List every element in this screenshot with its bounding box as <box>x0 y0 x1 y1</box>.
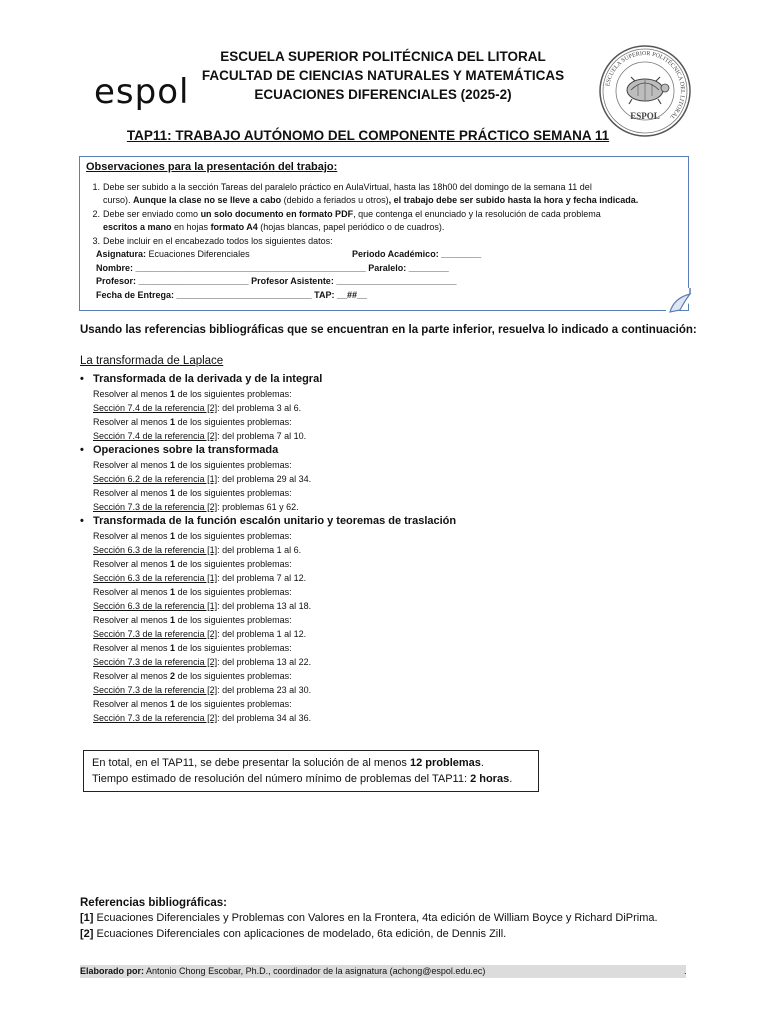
reference-section: Sección 6.2 de la referencia [1] <box>93 474 218 484</box>
text: : del problema 1 al 6. <box>217 545 302 555</box>
reference-section: Sección 7.4 de la referencia [2] <box>93 431 218 441</box>
label: Asignatura: <box>96 249 147 259</box>
bold-text: escritos a mano <box>103 222 172 232</box>
problem-reference <box>80 500 700 514</box>
topic-entries <box>80 458 700 514</box>
problem-count: 1 <box>170 587 176 597</box>
problem-count: 1 <box>170 643 176 653</box>
problem-count: 1 <box>170 699 176 709</box>
text: de los siguientes problemas: <box>175 587 292 597</box>
text: Resolver al menos <box>93 615 171 625</box>
bold-text: formato A4 <box>210 222 258 232</box>
problem-instruction <box>80 486 700 500</box>
problem-reference <box>80 472 700 486</box>
page-curl-decoration <box>666 288 692 314</box>
espol-seal-logo <box>598 44 692 138</box>
faculty-name: FACULTAD DE CIENCIAS NATURALES Y MATEMÁTICAS <box>201 68 565 83</box>
problem-count: 2 <box>170 671 176 681</box>
text: : del problema 13 al 22. <box>217 657 312 667</box>
problem-count: 1 <box>170 615 176 625</box>
text: de los siguientes problemas: <box>175 643 292 653</box>
form-row-nombre: Nombre: ______________________________________________ Paralelo: ________ <box>96 262 449 273</box>
text: . <box>509 773 513 785</box>
text: : problemas 61 y 62. <box>217 502 299 512</box>
reference-section: Sección 6.3 de la referencia [1] <box>93 573 218 583</box>
problem-instruction <box>80 458 700 472</box>
reference-section: Sección 7.3 de la referencia [2] <box>93 629 218 639</box>
reference-section: Sección 6.3 de la referencia [1] <box>93 545 218 555</box>
text: de los siguientes problemas: <box>175 559 292 569</box>
text: de los siguientes problemas: <box>175 389 292 399</box>
problem-reference <box>80 627 700 641</box>
institution-name: ESCUELA SUPERIOR POLITÉCNICA DEL LITORAL <box>220 49 546 64</box>
bullet-icon: • <box>80 515 84 527</box>
text: Resolver al menos <box>93 488 171 498</box>
text: Resolver al menos <box>93 460 171 470</box>
problem-instruction <box>80 641 700 655</box>
time-line <box>92 771 530 787</box>
text: (hojas blancas, papel periódico o de cuadros). <box>257 222 445 232</box>
text: En total, en el TAP11, se debe presentar la solución de al menos <box>92 757 410 769</box>
text: (debido a feriados u otros) <box>281 195 389 205</box>
problem-instruction <box>80 557 700 571</box>
reference-section: Sección 6.3 de la referencia [1] <box>93 601 218 611</box>
bullet-icon: • <box>80 444 84 456</box>
topic-heading <box>80 372 700 387</box>
document-title: TAP11: TRABAJO AUTÓNOMO DEL COMPONENTE PRÁCTICO SEMANA 11 <box>126 128 610 143</box>
text: Tiempo estimado de resolución del número mínimo de problemas del TAP11: <box>92 773 471 785</box>
bold-text: Aunque la clase no se lleve a cabo <box>133 195 282 205</box>
bold-text: 12 problemas <box>409 757 481 769</box>
problem-instruction <box>80 669 700 683</box>
form-row-profesor: Profesor: ______________________ Profesor Asistente: ________________________ <box>96 276 457 286</box>
problem-instruction <box>80 415 700 429</box>
problem-instruction <box>80 613 700 627</box>
problem-reference <box>80 543 700 557</box>
form-row-asignatura <box>86 248 682 262</box>
course-name: ECUACIONES DIFERENCIALES (2025-2) <box>254 87 512 102</box>
instructions-intro: Usando las referencias bibliográficas que se encuentran en la parte inferior, resuelva lo indicado a continuación: <box>80 324 697 336</box>
reference-section: Sección 7.3 de la referencia [2] <box>93 657 218 667</box>
problem-reference <box>80 683 700 697</box>
item-number: 1. <box>92 181 100 192</box>
topic-title: Operaciones sobre la transformada <box>93 444 279 456</box>
text: Debe ser subido a la sección Tareas del paralelo práctico en AulaVirtual, hasta las 18h00 del domingo de la semana 11 del <box>103 181 592 192</box>
observation-item-3 <box>86 235 682 249</box>
text: . <box>480 757 484 769</box>
topic-heading <box>80 443 700 458</box>
reference-2 <box>80 928 506 940</box>
bullet-icon: • <box>80 373 84 385</box>
text: de los siguientes problemas: <box>175 671 292 681</box>
periodo-field: Periodo Académico: ________ <box>352 249 482 259</box>
footer-dot: . <box>684 966 687 976</box>
reference-section: Sección 7.3 de la referencia [2] <box>93 685 218 695</box>
problem-count: 1 <box>170 460 176 470</box>
observations-box <box>79 156 689 311</box>
item-number: 3. <box>92 235 100 246</box>
observation-item-1 <box>86 181 682 208</box>
value: Ecuaciones Diferenciales <box>146 249 250 259</box>
text: , que contenga el enunciado y la resolución de cada problema <box>353 208 601 219</box>
problem-reference <box>80 429 700 443</box>
bold-text: , el trabajo debe ser subido hasta la hora y fecha indicada. <box>388 195 639 205</box>
problem-reference <box>80 571 700 585</box>
text: Resolver al menos <box>93 587 171 597</box>
text: de los siguientes problemas: <box>175 417 292 427</box>
topic-heading <box>80 514 700 529</box>
section-title: La transformada de Laplace <box>80 355 224 367</box>
text: : del problema 34 al 36. <box>217 713 312 723</box>
text: de los siguientes problemas: <box>175 488 292 498</box>
topic-title: Transformada de la derivada y de la integral <box>93 373 323 385</box>
topic-entries <box>80 529 700 725</box>
text: : del problema 7 al 10. <box>217 431 307 441</box>
ref-text: Ecuaciones Diferenciales y Problemas con Valores en la Frontera, 4ta edición de William Boyce y Richard DiPrima. <box>93 912 658 924</box>
problem-reference <box>80 711 700 725</box>
text: Debe ser enviado como <box>103 208 201 219</box>
footer-label: Elaborado por: <box>80 966 145 976</box>
text: : del problema 3 al 6. <box>217 403 302 413</box>
reference-section: Sección 7.3 de la referencia [2] <box>93 713 218 723</box>
bold-text: un solo documento en formato PDF <box>200 208 354 219</box>
footer-text: Antonio Chong Escobar, Ph.D., coordinador de la asignatura (achong@espol.edu.ec) <box>144 966 486 976</box>
ref-text: Ecuaciones Diferenciales con aplicaciones de modelado, 6ta edición, de Dennis Zill. <box>93 928 507 940</box>
text: Resolver al menos <box>93 671 171 681</box>
text: Debe incluir en el encabezado todos los siguientes datos: <box>103 235 333 246</box>
text: : del problema 7 al 12. <box>217 573 307 583</box>
text: : del problema 13 al 18. <box>217 601 312 611</box>
reference-section: Sección 7.4 de la referencia [2] <box>93 403 218 413</box>
topics-list <box>80 372 700 725</box>
observation-item-2 <box>86 208 682 235</box>
problem-instruction <box>80 697 700 711</box>
text: Resolver al menos <box>93 643 171 653</box>
text: de los siguientes problemas: <box>175 531 292 541</box>
text: Resolver al menos <box>93 417 171 427</box>
text: curso). <box>103 195 134 205</box>
problem-reference <box>80 599 700 613</box>
problem-reference <box>80 655 700 669</box>
text: de los siguientes problemas: <box>175 699 292 709</box>
form-row-fecha: Fecha de Entrega: ___________________________ TAP: __##__ <box>96 289 368 300</box>
text: Resolver al menos <box>93 559 171 569</box>
problem-instruction <box>80 387 700 401</box>
problem-count: 1 <box>170 559 176 569</box>
text: : del problema 1 al 12. <box>217 629 307 639</box>
seal-ring-text: ESCUELA SUPERIOR POLITÉCNICA DEL LITORAL <box>605 50 686 121</box>
text: de los siguientes problemas: <box>175 615 292 625</box>
total-line <box>92 755 530 771</box>
footer-author <box>80 965 686 978</box>
topic-title: Transformada de la función escalón unitario y teoremas de traslación <box>93 515 457 527</box>
bold-text: 2 horas <box>470 773 510 785</box>
text: en hojas <box>171 222 211 232</box>
espol-logo: espol <box>94 72 190 112</box>
seal-bottom-text: ESPOL <box>630 111 660 121</box>
ref-tag: [2] <box>80 928 94 940</box>
references-title: Referencias bibliográficas: <box>80 897 227 909</box>
problem-count: 1 <box>170 389 176 399</box>
problem-instruction <box>80 529 700 543</box>
text: Resolver al menos <box>93 699 171 709</box>
problem-count: 1 <box>170 417 176 427</box>
text: : del problema 29 al 34. <box>217 474 312 484</box>
problem-count: 1 <box>170 531 176 541</box>
text: : del problema 23 al 30. <box>217 685 312 695</box>
problem-reference <box>80 401 700 415</box>
reference-section: Sección 7.3 de la referencia [2] <box>93 502 218 512</box>
observations-title: Observaciones para la presentación del trabajo: <box>86 161 338 173</box>
reference-1 <box>80 912 658 924</box>
ref-tag: [1] <box>80 912 94 924</box>
text: de los siguientes problemas: <box>175 460 292 470</box>
problem-instruction <box>80 585 700 599</box>
text: Resolver al menos <box>93 531 171 541</box>
problem-count: 1 <box>170 488 176 498</box>
item-number: 2. <box>92 208 100 219</box>
total-summary-box <box>83 750 539 792</box>
topic-entries <box>80 387 700 443</box>
text: Resolver al menos <box>93 389 171 399</box>
